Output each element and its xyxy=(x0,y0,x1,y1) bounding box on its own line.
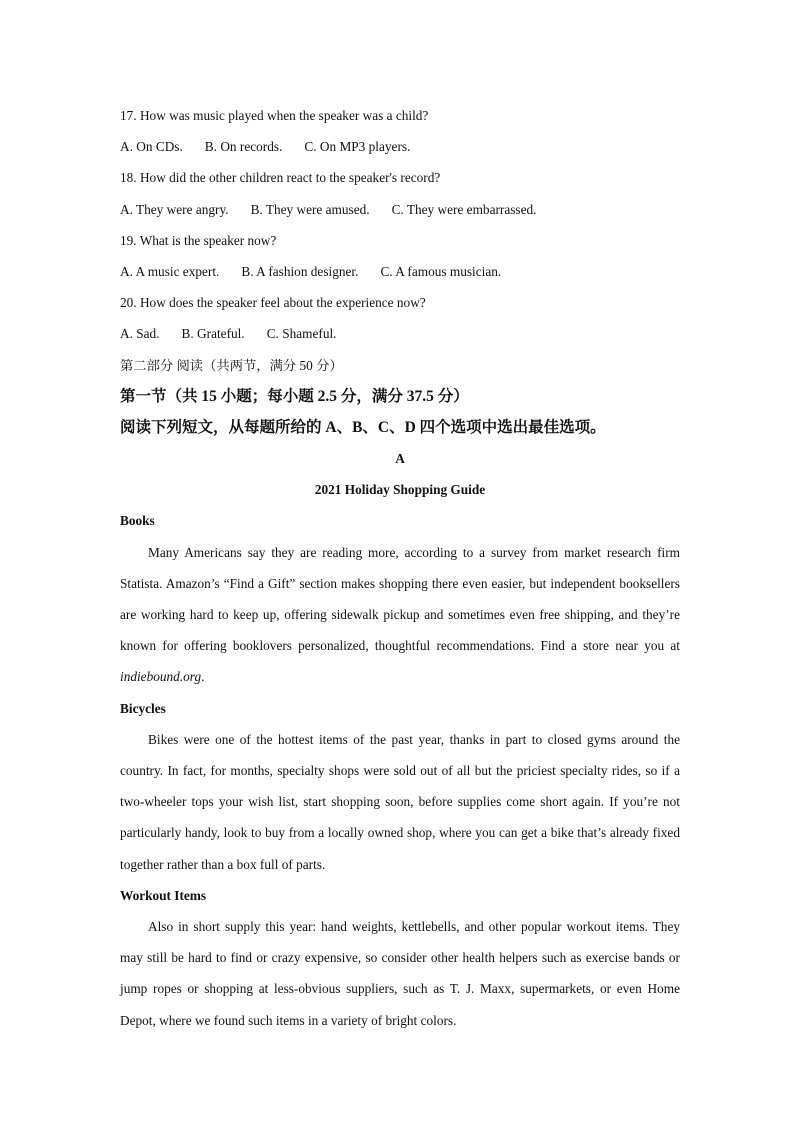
books-heading: Books xyxy=(120,513,155,529)
workout-heading: Workout Items xyxy=(120,887,207,903)
question-20-stem: 20. How does the speaker feel about the experience now? xyxy=(120,295,426,311)
question-17-option-c: C. On MP3 players. xyxy=(304,139,411,155)
question-19-option-a: A. A music expert. xyxy=(120,263,220,279)
question-18-option-c: C. They were embarrassed. xyxy=(391,201,537,217)
passage-label: A xyxy=(395,451,405,467)
question-20-option-a: A. Sad. xyxy=(120,326,160,342)
question-20-option-c: C. Shameful. xyxy=(266,326,337,342)
books-paragraph xyxy=(120,537,680,693)
document-page xyxy=(120,100,680,1036)
question-17-option-b: B. On records. xyxy=(204,139,283,155)
workout-text: Also in short supply this year: hand weights, kettlebells, and other popular workout items. They may still be hard to find or crazy expensive, so consider other health helpers such as exercise bands or jump ropes or shopping at less-obvious suppliers, such as T. J. Maxx, supermarkets, or even Home Depot, where we found such items in a variety of bright colors. xyxy=(120,919,680,1028)
question-19-stem: 19. What is the speaker now? xyxy=(120,232,277,248)
question-18-stem: 18. How did the other children react to the speaker's record? xyxy=(120,170,441,186)
question-18-options xyxy=(120,194,680,225)
question-20-option-b: B. Grateful. xyxy=(181,326,245,342)
bicycles-paragraph xyxy=(120,724,680,880)
bicycles-heading: Bicycles xyxy=(120,700,166,716)
question-19-options xyxy=(120,256,680,287)
question-20-options xyxy=(120,318,680,349)
question-17-options xyxy=(120,131,680,162)
part2-title: 第二部分 阅读（共两节，满分 50 分） xyxy=(120,357,343,373)
question-17-stem: 17. How was music played when the speaker was a child? xyxy=(120,108,429,123)
question-19-option-c: C. A famous musician. xyxy=(380,263,502,279)
question-17-option-a: A. On CDs. xyxy=(120,139,183,155)
indiebound-link-text: indiebound.org xyxy=(120,669,202,685)
question-19-option-b: B. A fashion designer. xyxy=(241,263,359,279)
reading-instruction: 阅读下列短文，从每题所给的 A、B、C、D 四个选项中选出最佳选项。 xyxy=(120,418,606,436)
books-text: Many Americans say they are reading more, according to a survey from market research firm Statista. Amazon’s “Find a Gift” section makes shopping there even easier, but independent booksellers are working hard to keep up, offering sidewalk pickup and sometimes even free shipping, and they’re known for offering booklovers personalized, thoughtful recommendations. Find a store near you at xyxy=(120,544,680,654)
bicycles-text: Bikes were one of the hottest items of the past year, thanks in part to closed gyms around the country. In fact, for months, specialty shops were sold out of all but the priciest specialty rides, so if a two-wheeler tops your wish list, start shopping soon, before supplies come short again. If you’re not particularly handy, look to buy from a locally owned shop, where you can get a bike that’s already fixed together rather than a box full of parts. xyxy=(120,731,680,872)
passage-title: 2021 Holiday Shopping Guide xyxy=(314,482,486,498)
workout-paragraph xyxy=(120,911,680,1036)
books-end: . xyxy=(201,669,205,685)
question-18-option-b: B. They were amused. xyxy=(250,201,370,217)
question-18-option-a: A. They were angry. xyxy=(120,201,229,217)
section1-title: 第一节（共 15 小题；每小题 2.5 分，满分 37.5 分） xyxy=(120,387,469,405)
